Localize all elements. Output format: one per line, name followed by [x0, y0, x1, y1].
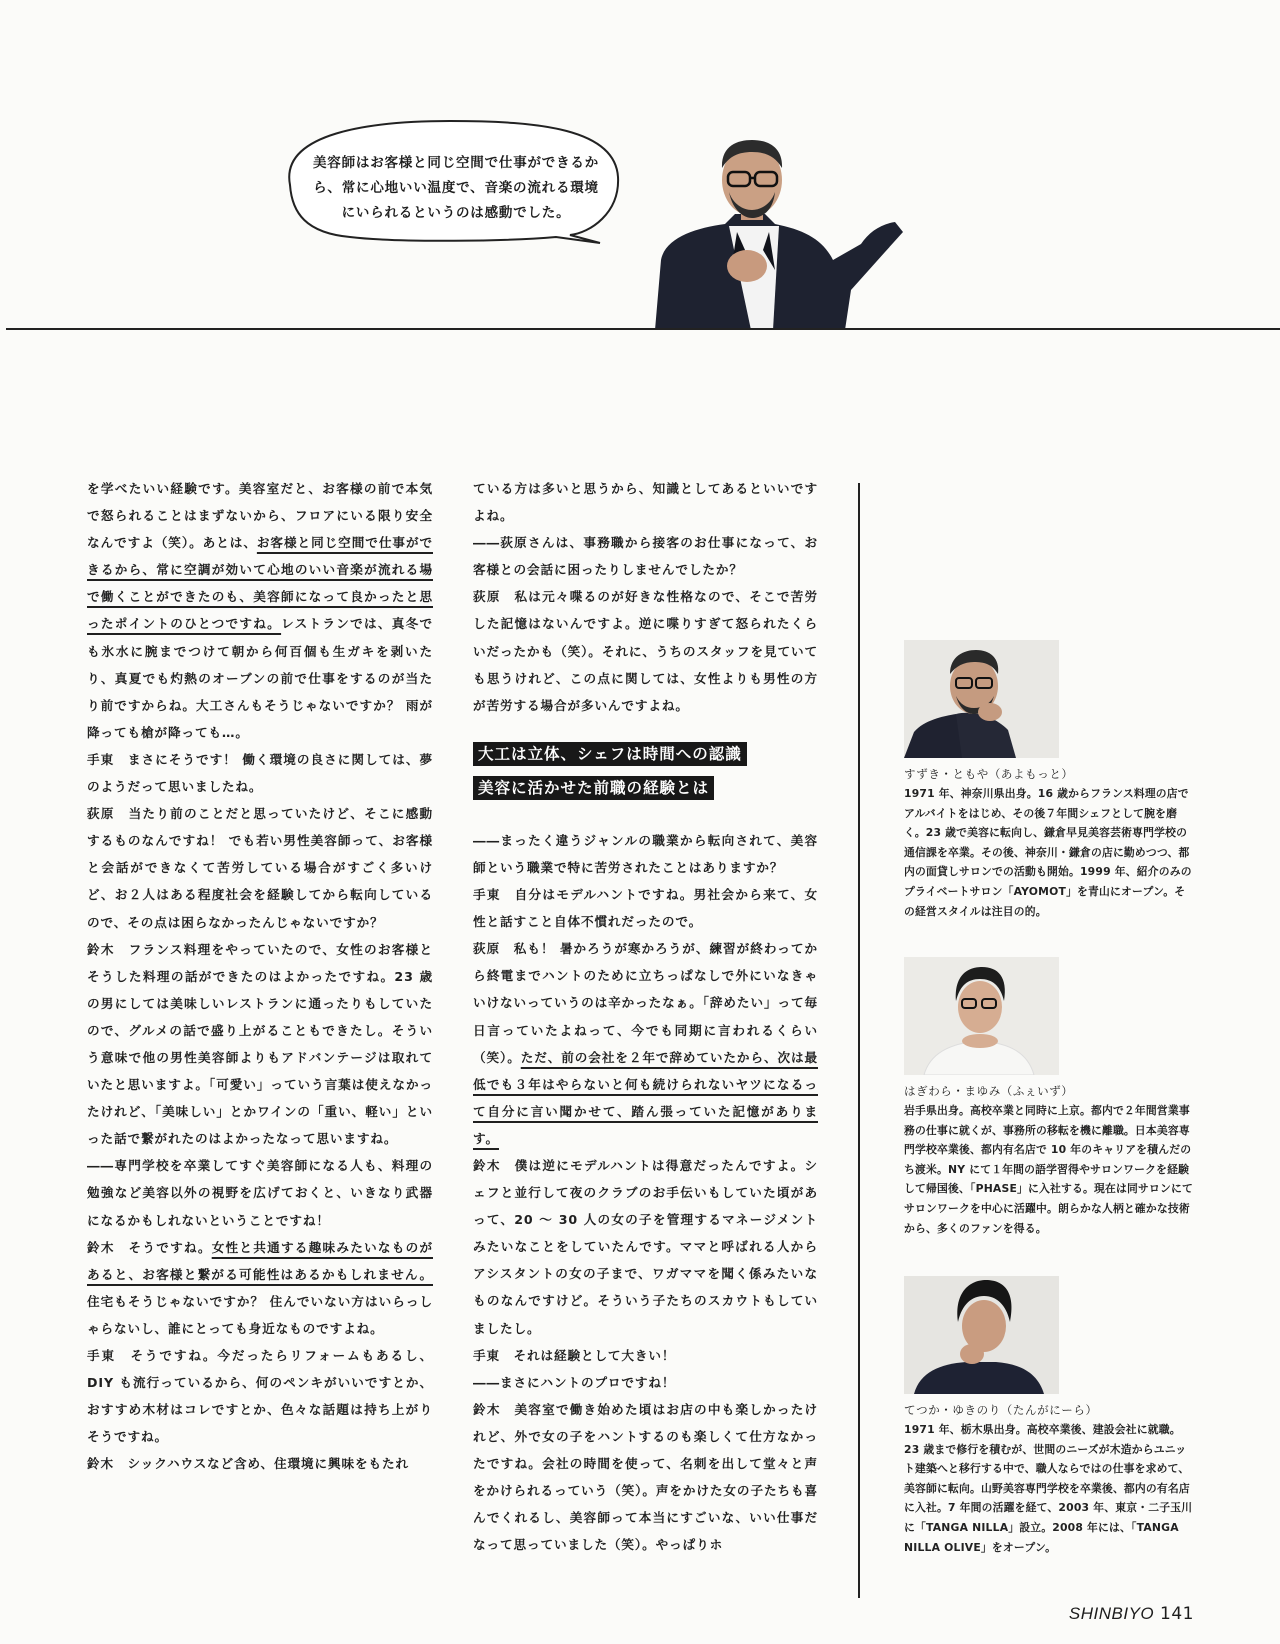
- c2-para-0: ている方は多いと思うから、知識としてあるといいですよね。: [473, 481, 818, 524]
- interview-photo: [655, 140, 915, 330]
- section-heading-1: 大工は立体、シェフは時間への認識: [473, 742, 747, 766]
- column-1-text: [87, 475, 433, 1477]
- c2-underline-6: ただ、前の会社を２年で辞めていたから、次は最低でも３年はやらないと何も続けられないヤツになるって自分に言い聞かせて、踏ん張っていた記憶があります。: [473, 1049, 818, 1146]
- column-2-text-bottom: [473, 827, 818, 1559]
- profile-name: はぎわら・まゆみ（ふぇいず）: [904, 1084, 1074, 1098]
- c2-para-4: 手東 自分はモデルハントですね。男社会から来て、女性と話すこと自体不慣れだったので。: [473, 887, 818, 930]
- c1-para-6: ――専門学校を卒業してすぐ美容師になる人も、料理の勉強など美容以外の視野を広げておくと、いきなり武器になるかもしれないということですね！: [87, 1158, 433, 1228]
- profile-photo-tetsuka: [904, 1276, 1059, 1394]
- column-2-text-top: [473, 475, 818, 719]
- magazine-name: SHINBIYO: [1068, 1604, 1155, 1623]
- c1-para-4: 荻原 当たり前のことだと思っていたけど、そこに感動するものなんですね！ でも若い男性美容師って、お客様と会話ができなくて苦労している場合がすごく多いけど、お２人はある程度社会を経験してから転向しているので、その点は困らなかったんじゃないですか？: [87, 806, 433, 930]
- profile-suzuki: [904, 640, 1194, 921]
- profile-hagiwara: [904, 957, 1194, 1238]
- article-column-2: [473, 475, 818, 1558]
- c1-para-2: レストランでは、真冬でも氷水に腕までつけて朝から何百個も生ガキを剥いたり、真夏でも灼熱のオーブンの前で仕事をするのが当たり前ですからね。大工さんもそうじゃないですか？ 雨が降っても槍が降っても…。: [87, 616, 433, 740]
- c1-para-0: を学べたいい経験です。美容室だと、お客様の前で本気で怒られることはまずないから、フロアにいる限り安全なんですよ（笑）。あとは、: [87, 481, 433, 551]
- column-divider: [858, 483, 860, 1598]
- profile-bio: 1971 年、栃木県出身。高校卒業後、建設会社に就職。23 歳まで修行を積むが、世間のニーズが木造からユニット建築へと移行する中で、職人ならではの仕事を求めて、美容師に転向。山野美容専門学校を卒業後、都内の有名店に入社。7 年間の活躍を経て、2003 年、東京・二子玉川に「TANGA NILLA」設立。2008 年には、「TANGA NILLA OLIVE」をオープン。: [904, 1423, 1193, 1554]
- c1-para-10: 手東 そうですね。今だったらリフォームもあるし、DIY も流行っているから、何のペンキがいいですとか、おすすめ木材はコレですとか、色々な話題は持ち上がりそうですね。: [87, 1348, 433, 1445]
- bubble-quote: 美容師はお客様と同じ空間で仕事ができるから、常に心地いい温度で、音楽の流れる環境にいられるというのは感動でした。: [313, 155, 599, 221]
- profile-bio: 岩手県出身。高校卒業と同時に上京。都内で２年間営業事務の仕事に就くが、事務所の移転を機に離職。日本美容専門学校卒業後、都内有名店で 10 年のキャリアを積んだのち渡米。NY にて１年間の語学習得やサロンワークを経験して帰国後、「PHASE」に入社する。現在は同サロンにてサロンワークを中心に活躍中。朗らかな人柄と確かな技術から、多くのファンを得る。: [904, 1104, 1193, 1235]
- section-heading-2: 美容に活かせた前職の経験とは: [473, 776, 714, 800]
- c2-para-3: ――まったく違うジャンルの職業から転向されて、美容師という職業で特に苦労されたことはありますか？: [473, 832, 818, 875]
- profile-photo-hagiwara: [904, 957, 1059, 1075]
- c1-para-3: 手東 まさにそうです！ 働く環境の良さに関しては、夢のようだって思いましたね。: [87, 751, 433, 795]
- profile-photo-suzuki: [904, 640, 1059, 758]
- c2-para-8: 手東 それは経験として大きい！: [473, 1347, 676, 1363]
- speech-bubble: [270, 115, 630, 247]
- profile-name: すずき・ともや（あよもっと）: [904, 767, 1074, 781]
- c1-para-9: 住宅もそうじゃないですか？ 住んでいない方はいらっしゃらないし、誰にとっても身近なものですよね。: [87, 1293, 433, 1336]
- profile-name: てつか・ゆきのり（たんがにーら）: [904, 1403, 1098, 1417]
- c2-para-1: ――荻原さんは、事務職から接客のお仕事になって、お客様との会話に困ったりしませんでしたか？: [473, 535, 818, 578]
- c2-para-9: ――まさにハントのプロですね！: [473, 1374, 676, 1390]
- profile-tetsuka: [904, 1276, 1194, 1557]
- page-number: 141: [1160, 1604, 1194, 1624]
- section-headings: [473, 741, 818, 809]
- c1-underline-1: お客様と同じ空間で仕事ができるから、常に空調が効いて心地のいい音楽が流れる場で働くことができたのも、美容師になって良かったと思ったポイントのひとつですね。: [87, 535, 433, 632]
- c1-para-7: 鈴木 そうですね。: [87, 1239, 212, 1255]
- top-divider-line: [6, 328, 1280, 330]
- c2-para-2: 荻原 私は元々喋るのが好きな性格なので、そこで苦労した記憶はないんですよ。逆に喋りすぎて怒られたくらいだったかも（笑）。それに、うちのスタッフを見ていても思うけれど、この点に関しては、女性よりも男性の方が苦労する場合が多いんですよね。: [473, 589, 818, 713]
- c1-para-5: 鈴木 フランス料理をやっていたので、女性のお客様とそうした料理の話ができたのはよかったですね。23 歳の男にしては美味しいレストランに通ったりもしていたので、グルメの話で盛り上がることもできたし。そういう意味で他の男性美容師よりもアドバンテージは取れていたと思いますよ。「可愛い」っていう言葉は使えなかったけれど、「美味しい」とかワインの「重い、軽い」といった話で繋がれたのはよかったなって思いますね。: [87, 941, 433, 1147]
- c2-para-7: 鈴木 僕は逆にモデルハントは得意だったんですよ。シェフと並行して夜のクラブのお手伝いもしていた頃があって、20 ～ 30 人の女の子を管理するマネージメントみたいなことをしていたんです。ママと呼ばれる人からアシスタントの女の子まで、ワガママを聞く係みたいなものなんですけど。そういう子たちのスカウトもしていましたし。: [473, 1157, 818, 1336]
- c2-para-5: 荻原 私も！ 暑かろうが寒かろうが、練習が終わってから終電までハントのために立ちっぱなしで外にいなきゃいけないっていうのは辛かったなぁ。「辞めたい」って毎日言っていたよねって、今でも同期に言われるくらい（笑）。: [473, 941, 818, 1065]
- c1-para-11: 鈴木 シックハウスなど含め、住環境に興味をもたれ: [87, 1456, 409, 1472]
- profile-bio: 1971 年、神奈川県出身。16 歳からフランス料理の店でアルバイトをはじめ、その後７年間シェフとして腕を磨く。23 歳で美容に転向し、鎌倉早見美容芸術専門学校の通信課を卒業。その後、神奈川・鎌倉の店に勤めつつ、都内の面貸しサロンでの活動も開始。1999 年、紹介のみのプライベートサロン「AYOMOT」を青山にオープン。その経営スタイルは注目の的。: [904, 787, 1192, 918]
- article-column-1: [87, 475, 433, 1477]
- c1-underline-8: 女性と共通する趣味みたいなものがあると、お客様と繋がる可能性はあるかもしれません。: [87, 1239, 433, 1282]
- page-footer: [1069, 1604, 1194, 1624]
- c2-para-10: 鈴木 美容室で働き始めた頃はお店の中も楽しかったけれど、外で女の子をハントするのも楽しくて仕方なかったですね。会社の時間を使って、名刺を出して堂々と声をかけられるっていう（笑）。声をかけた女の子たちも喜んでくれるし、美容師って本当にすごいな、いい仕事だなって思っていました（笑）。やっぱりホ: [473, 1401, 818, 1553]
